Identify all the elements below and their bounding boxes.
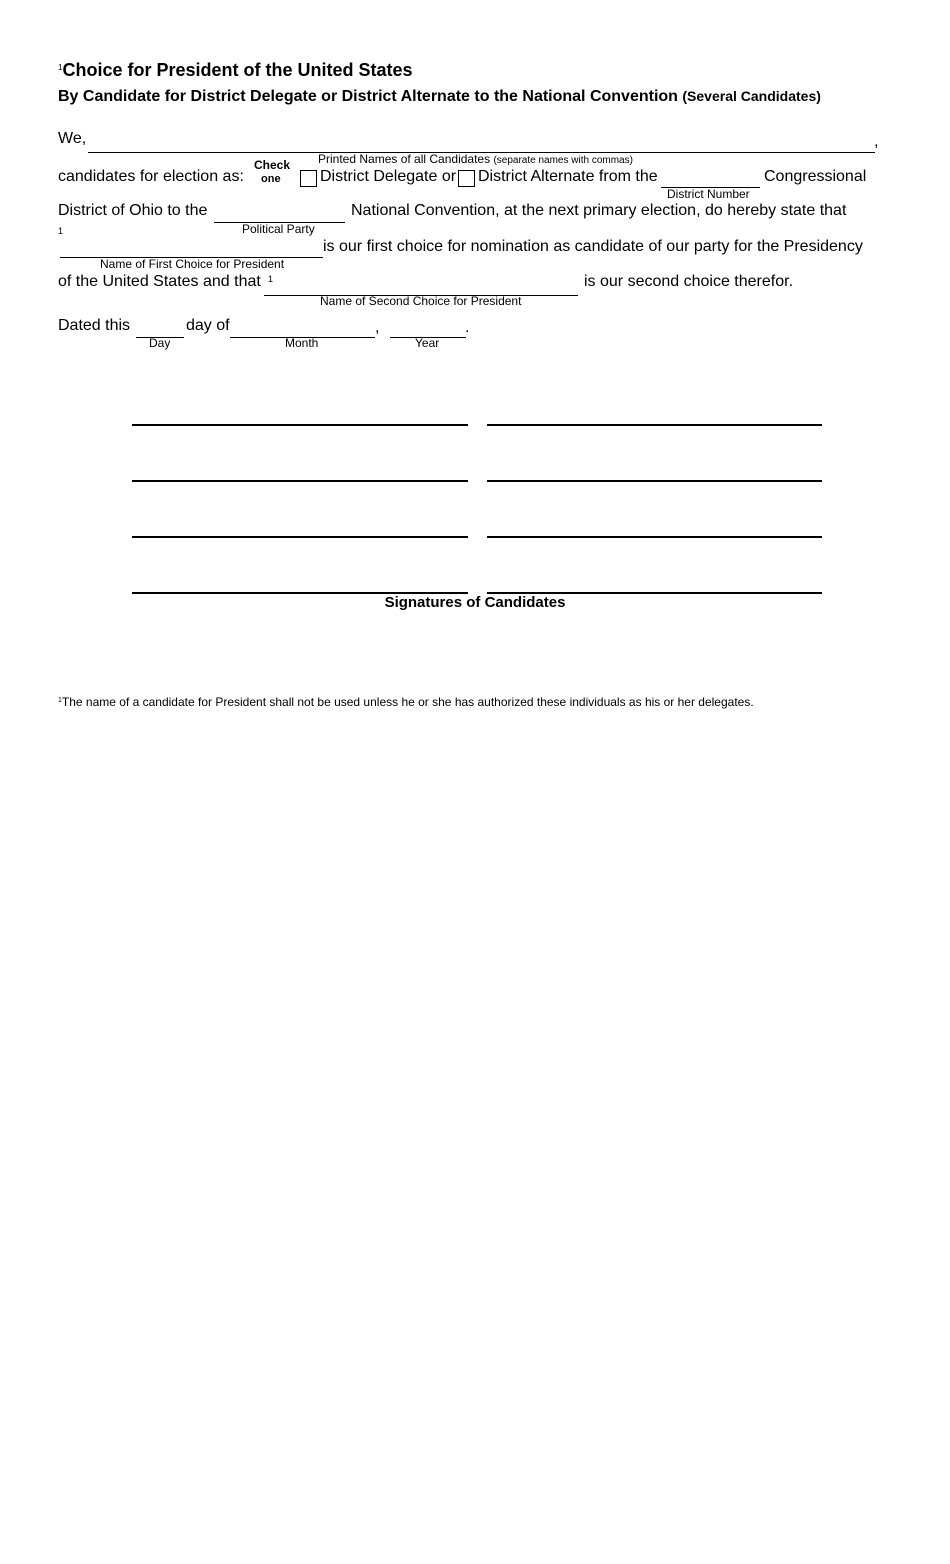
delegate-label: District Delegate or [320,168,457,185]
subtitle-text: By Candidate for District Delegate or District Alternate to the National Convention [58,88,678,105]
signature-line[interactable] [487,536,822,538]
candidates-text: candidates for election as: [58,168,244,185]
footnote [58,696,754,708]
day-of-text: day of [186,317,230,334]
day-label: Day [149,336,171,350]
form-title [58,61,413,79]
alternate-label: District Alternate from the [478,168,658,185]
signature-line[interactable] [132,536,468,538]
comma: , [874,133,879,150]
names-label-note: (separate names with commas) [493,155,633,166]
period: . [465,319,470,336]
first-choice-text: is our first choice for nomination as candidate of our party for the Presidency [323,238,863,255]
national-convention-text: National Convention, at the next primary election, do hereby state that [351,202,847,219]
first-choice-label: Name of First Choice for President [100,257,285,271]
signature-line[interactable] [132,424,468,426]
second-choice-text: is our second choice therefor. [584,273,794,290]
footnote-mark: 1 [58,63,63,72]
district-number-label: District Number [667,187,750,201]
district-alternate-checkbox[interactable] [458,170,475,187]
form-subtitle [58,89,821,105]
year-label: Year [415,336,440,350]
political-party-label: Political Party [242,222,315,236]
check-label: Check [254,158,291,172]
month-label: Month [285,336,319,350]
congressional-text: Congressional [764,168,867,185]
one-label: one [261,173,281,185]
district-ohio-text: District of Ohio to the [58,202,208,219]
footnote-mark: 1 [58,697,62,704]
of-the-us-text: of the United States and that [58,273,261,290]
footnote-mark: 1 [268,274,274,284]
title-text: Choice for President of the United States [62,60,413,80]
dated-this-text: Dated this [58,317,131,334]
names-label [318,153,633,166]
signature-line[interactable] [132,480,468,482]
comma: , [375,319,380,336]
footnote-mark: 1 [58,226,64,236]
signature-line[interactable] [487,424,822,426]
district-delegate-checkbox[interactable] [300,170,317,187]
we-text: We, [58,130,87,147]
signatures-label: Signatures of Candidates [384,594,566,611]
footnote-text: The name of a candidate for President shall not be used unless he or she has authorized these individuals as his or her delegates. [61,695,754,709]
signature-line[interactable] [487,480,822,482]
subtitle-note: (Several Candidates) [682,88,821,104]
names-label-text: Printed Names of all Candidates [318,152,491,166]
second-choice-label: Name of Second Choice for President [320,294,522,308]
